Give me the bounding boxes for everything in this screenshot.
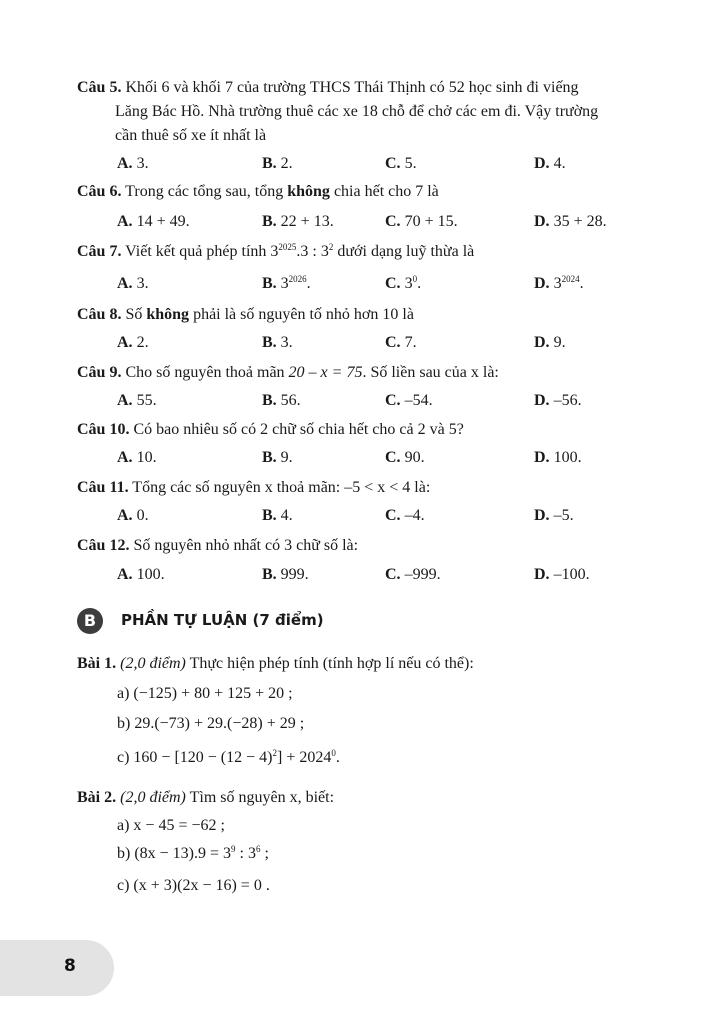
question-number: Câu 9. [77, 364, 122, 381]
exercise-points: (2,0 điểm) [120, 789, 186, 806]
exercise-text: Tìm số nguyên x, biết: [189, 789, 335, 806]
option-c: C. 90. [385, 449, 425, 466]
section-badge: B [77, 608, 103, 634]
options-12 [117, 565, 657, 585]
question-number: Câu 6. [77, 183, 122, 200]
options-9 [117, 391, 657, 411]
question-10: Câu 10. Có bao nhiêu số có 2 chữ số chia hết cho cả 2 và 5? [77, 421, 464, 438]
expression: $3^{2025}.3$ : $3^2$ [270, 242, 334, 260]
option-a: A. 14 + 49. [117, 213, 190, 230]
options-6 [117, 212, 657, 232]
question-11: Câu 11. Tổng các số nguyên x thoả mãn: –5 < x < 4 là: [77, 479, 431, 496]
page-number-tab [0, 940, 114, 996]
option-b: B. $3^{2026}$. [262, 274, 311, 292]
question-8: Câu 8. Số không phải là số nguyên tố nhỏ hơn 10 là [77, 306, 414, 323]
option-c: C. 5. [385, 155, 417, 172]
exercise-1b: b) 29.(−73) + 29.(−28) + 29 ; [117, 715, 305, 732]
option-c: C. 70 + 15. [385, 213, 458, 230]
option-a: A. 10. [117, 449, 157, 466]
option-b: B. 56. [262, 392, 301, 409]
question-text: Khối 6 và khối 7 của trường THCS Thái Thịnh có 52 học sinh đi viếng [125, 79, 579, 96]
option-c: C. –999. [385, 566, 441, 583]
equation: 20 – x = 75 [288, 364, 363, 381]
exercise-points: (2,0 điểm) [120, 655, 186, 672]
option-a: A. 100. [117, 566, 165, 583]
exercise-1a: a) (−125) + 80 + 125 + 20 ; [117, 685, 293, 702]
option-d: D. –5. [534, 507, 574, 524]
question-12: Câu 12. Số nguyên nhỏ nhất có 3 chữ số là: [77, 537, 359, 554]
option-b: B. 2. [262, 155, 293, 172]
options-7 [117, 274, 657, 294]
exercise-number: Bài 1. [77, 655, 117, 672]
option-d: D. 100. [534, 449, 582, 466]
option-a: A. 3. [117, 155, 149, 172]
options-10 [117, 448, 657, 468]
option-d: D. 4. [534, 155, 566, 172]
option-a: A. 55. [117, 392, 157, 409]
options-8 [117, 333, 657, 353]
options-5 [117, 154, 657, 174]
option-b: B. 999. [262, 566, 309, 583]
option-d: D. 35 + 28. [534, 213, 607, 230]
option-d: D. –56. [534, 392, 582, 409]
exercise-2a: a) x − 45 = −62 ; [117, 817, 225, 834]
option-b: B. 22 + 13. [262, 213, 334, 230]
exercise-1 [77, 652, 677, 676]
section-title: PHẦN TỰ LUẬN (7 điểm) [121, 611, 324, 629]
option-a: A. 2. [117, 334, 149, 351]
option-b: B. 9. [262, 449, 293, 466]
question-7: Câu 7. Viết kết quả phép tính $3^{2025}.3$ : $3^2$ dưới dạng luỹ thừa là [77, 242, 475, 260]
question-number: Câu 8. [77, 306, 122, 323]
option-a: A. 3. [117, 275, 149, 292]
option-a: A. 0. [117, 507, 149, 524]
question-number: Câu 7. [77, 243, 122, 260]
exercise-2b: b) $(8x - 13).9 = 3^9$ : $3^6$ ; [117, 844, 269, 862]
option-c: C. –54. [385, 392, 433, 409]
question-5 [77, 76, 667, 148]
question-number: Câu 10. [77, 421, 130, 438]
question-number: Câu 12. [77, 537, 130, 554]
option-c: C. –4. [385, 507, 425, 524]
question-text-cont: cần thuê số xe ít nhất là [115, 127, 267, 144]
question-9: Câu 9. Cho số nguyên thoả mãn 20 – x = 75. Số liền sau của x là: [77, 364, 499, 381]
question-number: Câu 11. [77, 479, 129, 496]
options-11 [117, 506, 657, 526]
exercise-2 [77, 786, 677, 810]
exercise-number: Bài 2. [77, 789, 117, 806]
option-b: B. 4. [262, 507, 293, 524]
exercise-text: Thực hiện phép tính (tính hợp lí nếu có thể): [189, 655, 474, 672]
option-d: D. –100. [534, 566, 590, 583]
exercise-2c: c) (x + 3)(2x − 16) = 0 . [117, 877, 270, 894]
inequality: –5 < x < 4 [344, 479, 411, 496]
option-d: D. $3^{2024}$. [534, 274, 584, 292]
option-b: B. 3. [262, 334, 293, 351]
question-number: Câu 5. [77, 79, 122, 96]
option-c: C. 7. [385, 334, 417, 351]
option-d: D. 9. [534, 334, 566, 351]
exercise-1c: c) $160 - [120 - (12 - 4)^2] + 2024^0$. [117, 748, 340, 766]
page-number: 8 [64, 956, 76, 976]
question-text-cont: Lăng Bác Hồ. Nhà trường thuê các xe 18 chỗ để chở các em đi. Vậy trường [115, 103, 599, 120]
question-6: Câu 6. Trong các tổng sau, tổng không chia hết cho 7 là [77, 183, 439, 200]
option-c: C. $3^0$. [385, 274, 422, 292]
